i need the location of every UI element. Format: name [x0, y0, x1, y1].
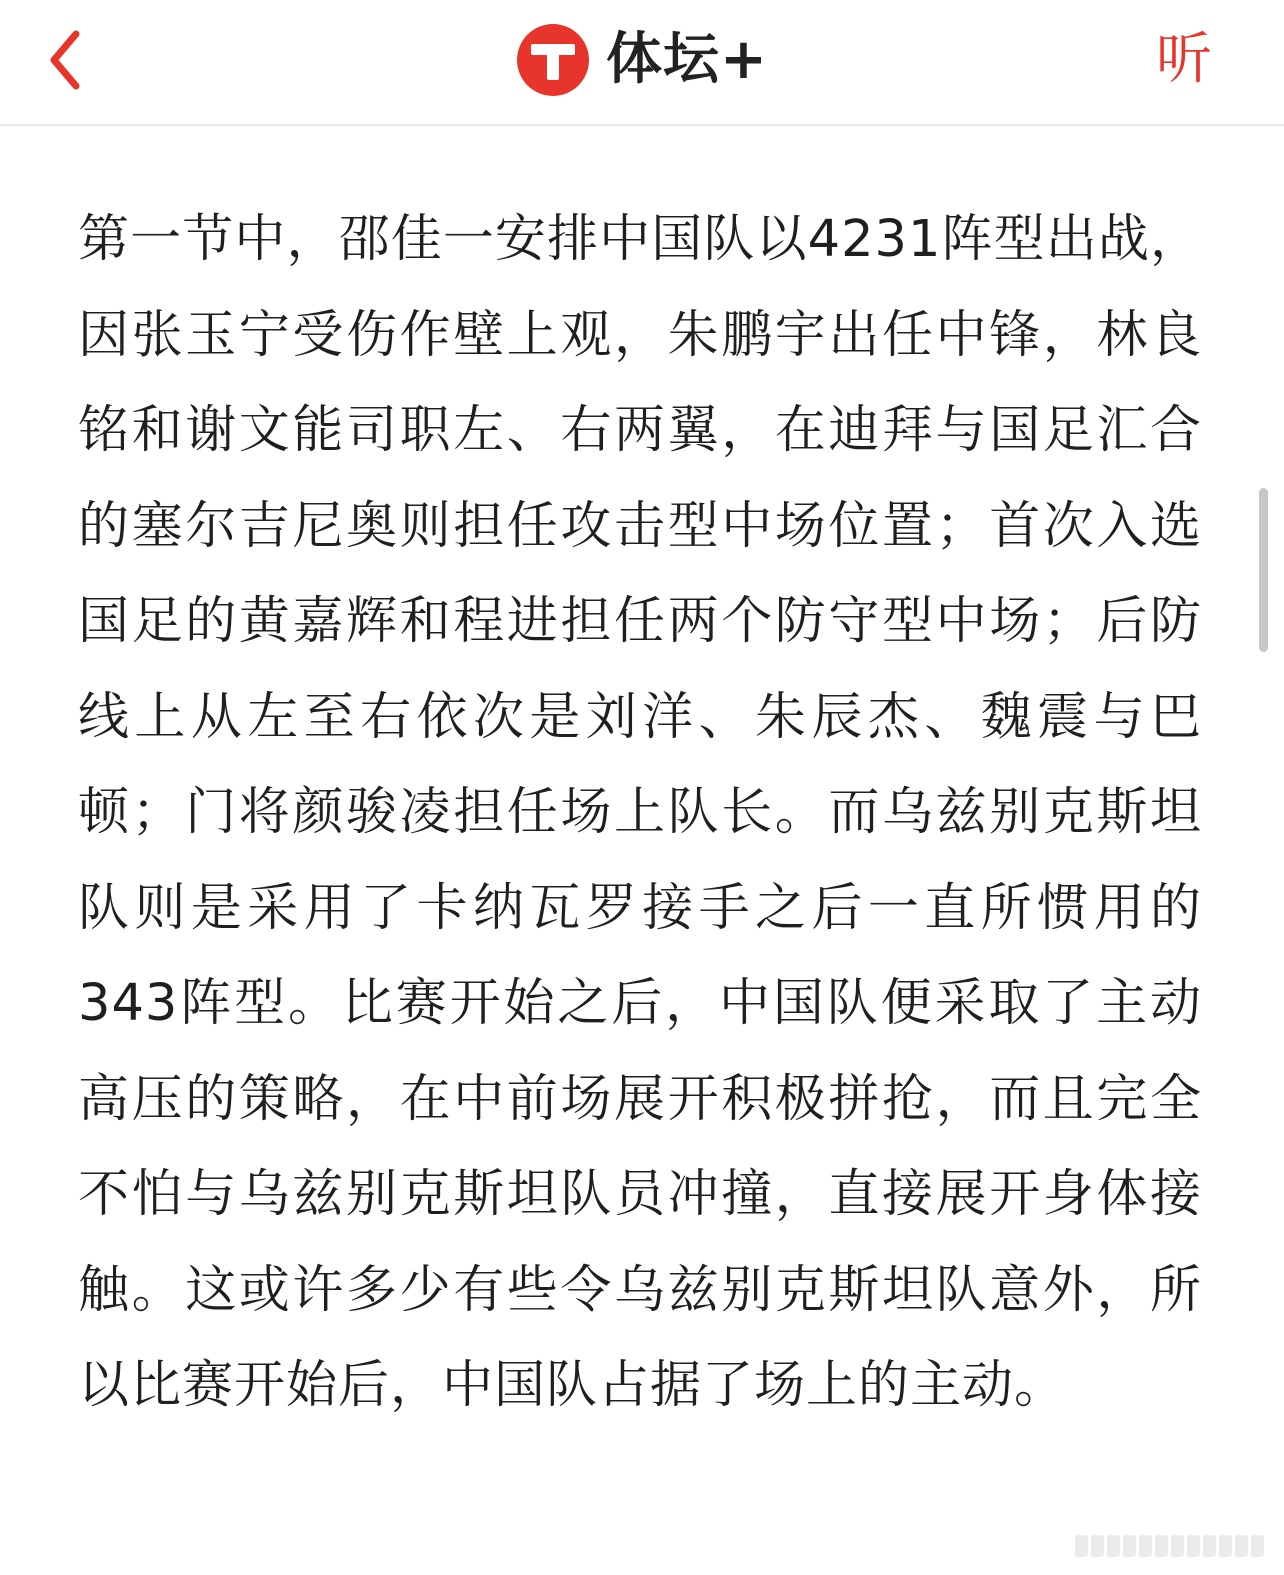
- article-paragraph: 第一节中，邵佳一安排中国队以4231阵型出战，因张玉宁受伤作壁上观，朱鹏宇出任中锋，林良铭和谢文能司职左、右两翼，在迪拜与国足汇合的塞尔吉尼奥则担任攻击型中场位置；首次入选国足的黄嘉辉和程进担任两个防守型中场；后防线上从左至右依次是刘洋、朱辰杰、魏震与巴顿；门将颜骏凌担任场上队长。而乌兹别克斯坦队则是采用了卡纳瓦罗接手之后一直所惯用的343阵型。比赛开始之后，中国队便采取了主动高压的策略，在中前场展开积极拼抢，而且完全不怕与乌兹别克斯坦队员冲撞，直接展开身体接触。这或许多少有些令乌兹别克斯坦队意外，所以比赛开始后，中国队占据了场上的主动。: [78, 210, 1202, 1415]
- top-nav-bar: [0, 0, 1284, 126]
- back-button[interactable]: [34, 20, 104, 100]
- chevron-left-icon: [34, 20, 104, 100]
- scrollbar[interactable]: [1259, 488, 1268, 652]
- brand: [516, 22, 768, 98]
- watermark: [1075, 1535, 1264, 1557]
- brand-name: 体坛+: [606, 27, 768, 92]
- listen-button[interactable]: 听: [1156, 27, 1212, 92]
- titan-logo-icon: [516, 23, 590, 97]
